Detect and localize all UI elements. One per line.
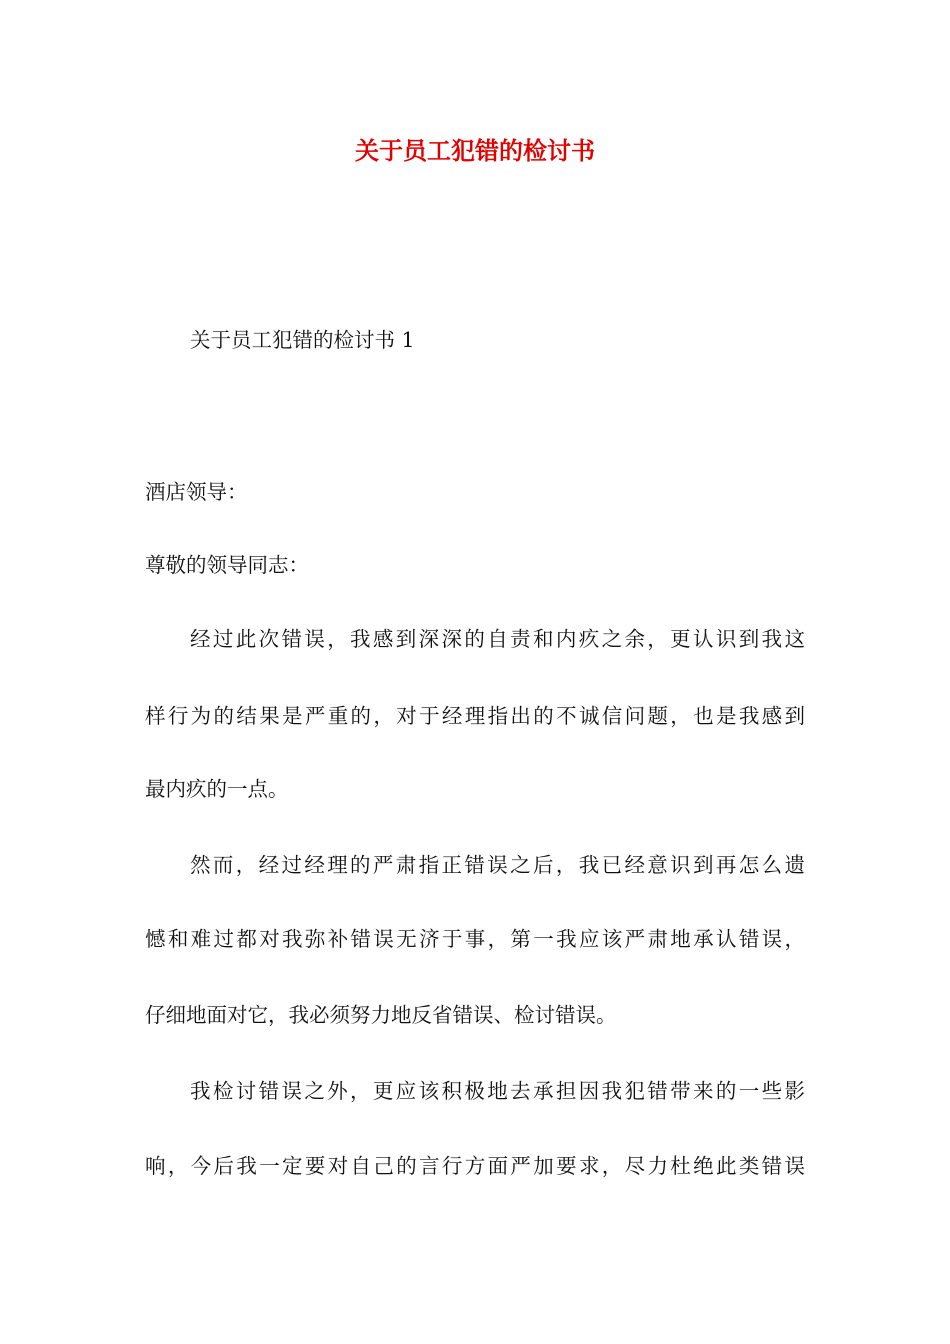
body-line: 我检讨错误之外，更应该积极地去承担因我犯错带来的一些影 — [190, 1079, 805, 1103]
document-title: 关于员工犯错的检讨书 — [355, 136, 595, 165]
section-heading: 关于员工犯错的检讨书 1 — [190, 328, 415, 352]
body-line: 然而，经过经理的严肃指正错误之后，我已经意识到再怎么遗 — [190, 853, 805, 877]
body-line: 憾和难过都对我弥补错误无济于事，第一我应该严肃地承认错误， — [145, 927, 805, 951]
body-line: 最内疚的一点。 — [145, 777, 289, 801]
salutation-respected-leaders: 尊敬的领导同志： — [145, 553, 309, 577]
body-line: 经过此次错误，我感到深深的自责和内疚之余，更认识到我这 — [190, 627, 805, 651]
body-line: 仔细地面对它，我必须努力地反省错误、检讨错误。 — [145, 1003, 617, 1027]
salutation-hotel-leaders: 酒店领导： — [145, 480, 248, 504]
body-line: 样行为的结果是严重的，对于经理指出的不诚信问题，也是我感到 — [145, 704, 805, 728]
body-line: 响，今后我一定要对自己的言行方面严加要求，尽力杜绝此类错误 — [145, 1154, 805, 1178]
